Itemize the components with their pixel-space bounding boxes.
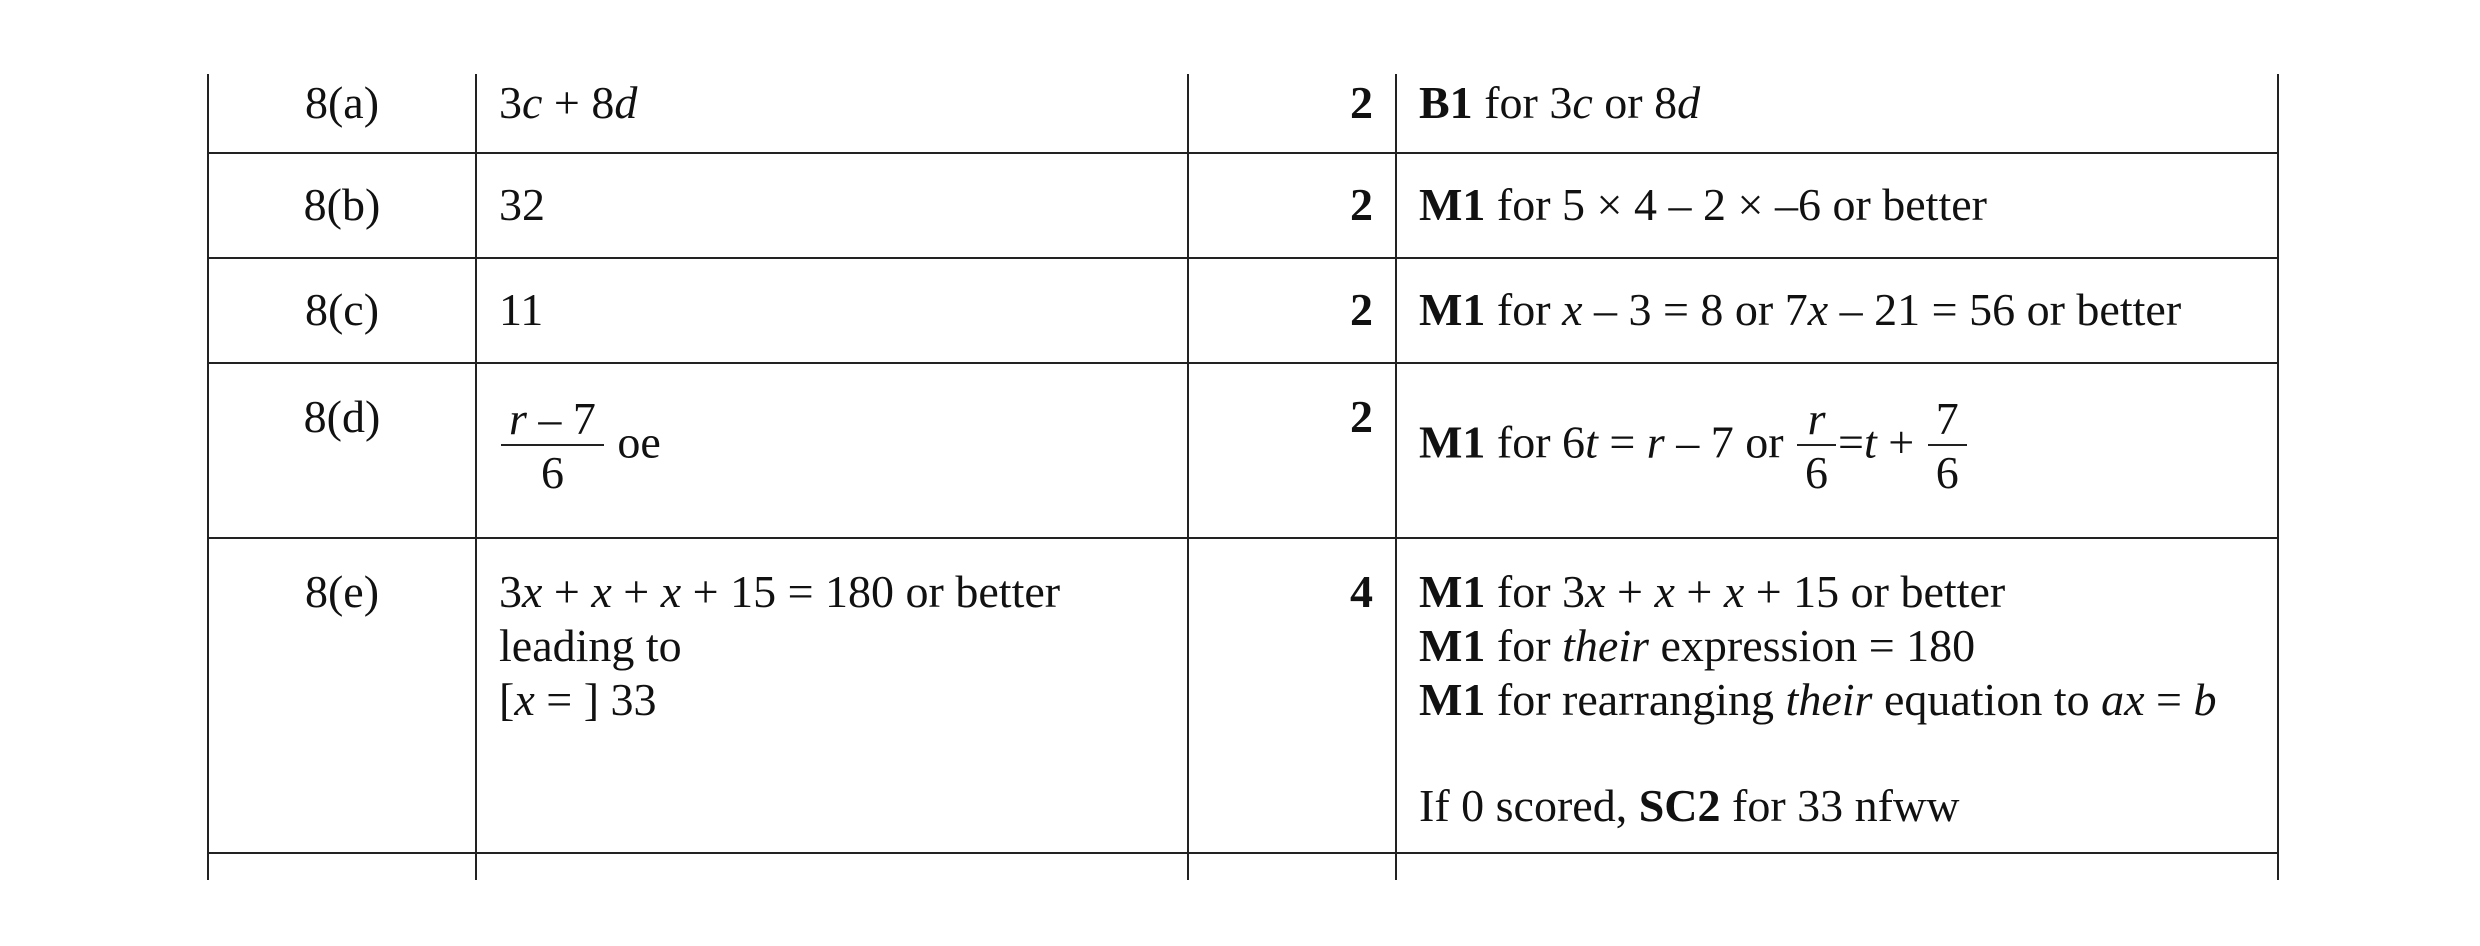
guidance-cell — [1397, 364, 2277, 537]
guidance-emphasis: their — [1562, 620, 1649, 671]
guidance-text: – 7 or — [1664, 416, 1796, 468]
guidance-line — [1419, 619, 2277, 673]
guidance-text: for 6 — [1485, 416, 1586, 468]
guidance-text: for — [1485, 284, 1563, 335]
fraction-denominator: 6 — [501, 444, 604, 500]
guidance-variable: x — [1562, 284, 1583, 335]
marks-cell: 4 — [1189, 539, 1397, 852]
answer-variable: c — [522, 77, 543, 128]
guidance-text: expression = 180 — [1648, 620, 1976, 671]
guidance-variable: b — [2193, 674, 2217, 725]
guidance-text: + — [1876, 416, 1926, 468]
answer-line — [499, 673, 1187, 727]
answer-variable: x — [522, 566, 543, 617]
answer-suffix: oe — [617, 416, 661, 468]
guidance-text: for 33 nfww — [1720, 780, 1960, 831]
mark-code: B1 — [1419, 77, 1473, 128]
mark-code: M1 — [1419, 566, 1486, 617]
marks-cell: 2 — [1189, 74, 1397, 152]
guidance-text: for 5 × 4 – 2 × –6 or better — [1485, 179, 1987, 230]
answer-text: [ — [499, 674, 515, 725]
guidance-text: – 3 = 8 or 7 — [1582, 284, 1808, 335]
mark-code: M1 — [1419, 416, 1486, 468]
guidance-text: + — [1674, 566, 1724, 617]
empty-cell — [477, 854, 1189, 880]
guidance-variable: x — [1654, 566, 1675, 617]
guidance-cell — [1397, 539, 2277, 852]
fraction-numerator — [505, 394, 600, 444]
mark-code: SC2 — [1638, 780, 1721, 831]
guidance-text: = — [2144, 674, 2194, 725]
guidance-text: = — [1597, 416, 1647, 468]
guidance-variable: x — [1585, 566, 1606, 617]
answer-cell — [477, 539, 1189, 852]
answer-text: + — [542, 566, 592, 617]
guidance-text: for 3 — [1472, 77, 1573, 128]
answer-text: + 15 = 180 or better — [681, 566, 1061, 617]
table-row-continuation — [209, 854, 2277, 880]
guidance-text: or 8 — [1592, 77, 1678, 128]
table-row — [209, 539, 2277, 854]
guidance-emphasis: their — [1785, 674, 1873, 725]
answer-line — [499, 565, 1187, 619]
guidance-variable: t — [1863, 416, 1877, 468]
mark-code: M1 — [1419, 179, 1486, 230]
guidance-line — [1419, 673, 2277, 727]
answer-variable: x — [591, 566, 612, 617]
answer-cell — [477, 364, 1189, 537]
answer-text: = ] 33 — [534, 674, 657, 725]
guidance-text: + 15 or better — [1744, 566, 2006, 617]
question-number: 8(b) — [209, 154, 477, 257]
table-row — [209, 74, 2277, 154]
table-row — [209, 259, 2277, 364]
guidance-variable: t — [1585, 416, 1598, 468]
answer-text: + 8 — [542, 77, 615, 128]
guidance-variable: x — [1807, 284, 1829, 335]
question-number: 8(e) — [209, 539, 477, 852]
fraction-denominator: 6 — [1797, 444, 1836, 500]
marks-cell: 2 — [1189, 154, 1397, 257]
empty-cell — [1189, 854, 1397, 880]
guidance-variable: c — [1572, 77, 1593, 128]
guidance-text: + — [1605, 566, 1655, 617]
guidance-text: If 0 scored, — [1419, 780, 1639, 831]
answer-variable: d — [614, 77, 638, 128]
guidance-variable: x — [1723, 566, 1745, 617]
question-number: 8(a) — [209, 74, 477, 152]
marks-cell: 2 — [1189, 364, 1397, 537]
mark-code: M1 — [1419, 284, 1486, 335]
answer-variable: x — [514, 674, 535, 725]
guidance-cell — [1397, 259, 2277, 362]
mark-scheme-table — [207, 74, 2279, 880]
answer-fraction — [505, 394, 600, 500]
answer-variable: x — [660, 566, 682, 617]
answer-text: 3 — [499, 77, 522, 128]
mark-code: M1 — [1419, 674, 1486, 725]
guidance-text: for rearranging — [1485, 674, 1786, 725]
guidance-text: equation to — [1872, 674, 2102, 725]
answer-cell — [477, 74, 1189, 152]
answer-line: leading to — [499, 620, 682, 671]
guidance-cell — [1397, 154, 2277, 257]
question-number: 8(d) — [209, 364, 477, 537]
answer-text: 11 — [499, 284, 544, 335]
answer-text: + — [611, 566, 661, 617]
guidance-text: = — [1838, 416, 1864, 468]
table-row — [209, 364, 2277, 539]
answer-cell — [477, 259, 1189, 362]
table-row — [209, 154, 2277, 259]
answer-cell — [477, 154, 1189, 257]
fraction-denominator: 6 — [1928, 444, 1967, 500]
guidance-text: for — [1485, 620, 1563, 671]
fraction-numerator: r — [1807, 393, 1826, 444]
empty-cell — [209, 854, 477, 880]
guidance-variable: r — [1646, 416, 1665, 468]
guidance-fraction — [1932, 394, 1963, 500]
guidance-text: – 21 = 56 or better — [1828, 284, 2182, 335]
guidance-fraction — [1801, 394, 1832, 500]
guidance-variable: ax — [2101, 674, 2145, 725]
guidance-line — [1419, 565, 2277, 619]
guidance-line — [1419, 779, 2277, 833]
answer-text: 3 — [499, 566, 522, 617]
guidance-cell — [1397, 74, 2277, 152]
guidance-text: for 3 — [1485, 566, 1586, 617]
guidance-variable: d — [1677, 77, 1701, 128]
marks-cell: 2 — [1189, 259, 1397, 362]
mark-code: M1 — [1419, 620, 1486, 671]
fraction-variable: r — [509, 393, 527, 444]
fraction-text: – 7 — [526, 393, 596, 444]
fraction-numerator: 7 — [1935, 393, 1959, 444]
empty-cell — [1397, 854, 2277, 880]
answer-text: 32 — [499, 179, 545, 230]
question-number: 8(c) — [209, 259, 477, 362]
